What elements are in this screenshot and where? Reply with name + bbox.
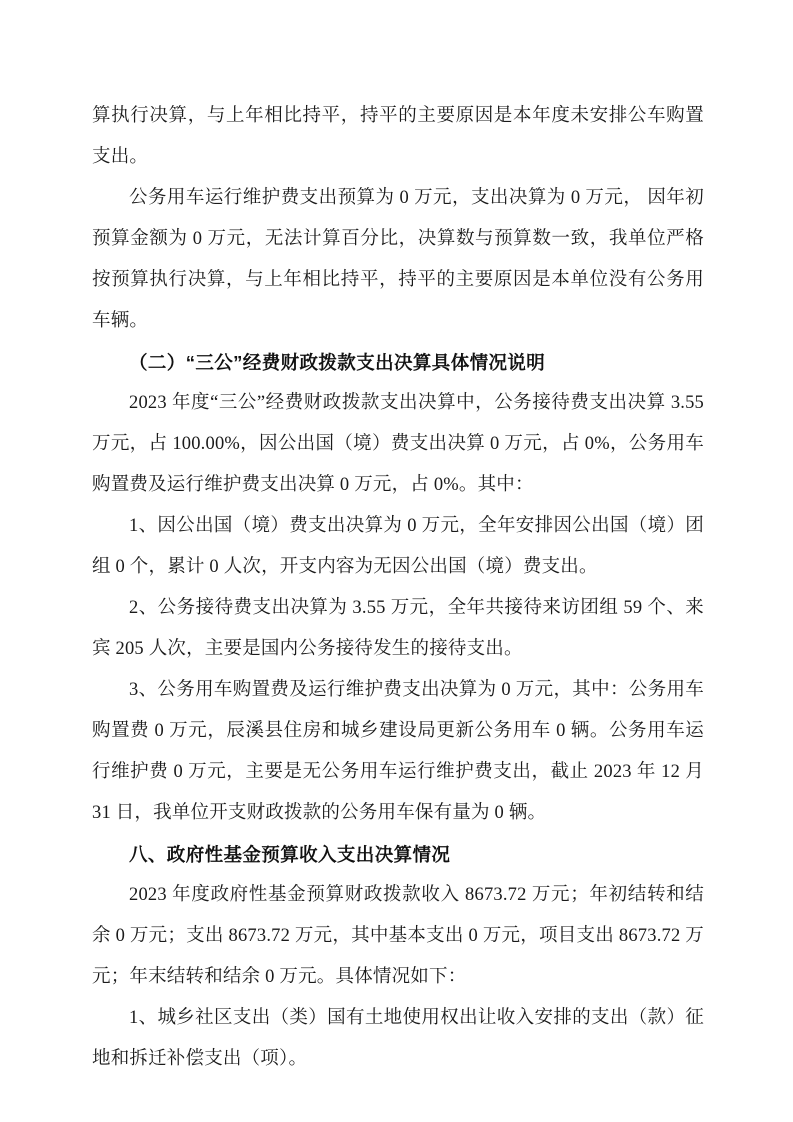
page-body xyxy=(92,96,704,1080)
paragraph-continuation: 算执行决算，与上年相比持平，持平的主要原因是本年度未安排公车购置支出。 xyxy=(92,106,704,167)
section-heading-two: （二）“三公”经费财政拨款支出决算具体情况说明 xyxy=(129,352,546,373)
paragraph-item-1-overseas: 1、因公出国（境）费支出决算为 0 万元，全年安排因公出国（境）团组 0 个，累计 0 人次，开支内容为无因公出国（境）费支出。 xyxy=(92,516,704,577)
paragraph-three-public-summary: 2023 年度“三公”经费财政拨款支出决算中，公务接待费支出决算 3.55 万元，占 100.00%，因公出国（境）费支出决算 0 万元，占 0%，公务用车购置费及运行维护费支出决算 0 万元，占 0%。其中： xyxy=(92,393,704,495)
paragraph-vehicle-maintenance: 公务用车运行维护费支出预算为 0 万元，支出决算为 0 万元， 因年初预算金额为 0 万元，无法计算百分比，决算数与预算数一致，我单位严格按预算执行决算，与上年相比持平，持平的主要原因是本单位没有公务用车辆。 xyxy=(92,188,704,331)
paragraph-item-2-reception: 2、公务接待费支出决算为 3.55 万元，全年共接待来访团组 59 个、来宾 205 人次，主要是国内公务接待发生的接待支出。 xyxy=(92,598,704,659)
paragraph-item-3-vehicles: 3、公务用车购置费及运行维护费支出决算为 0 万元，其中：公务用车购置费 0 万元，辰溪县住房和城乡建设局更新公务用车 0 辆。公务用车运行维护费 0 万元，主要是无公务用车运行维护费支出，截止 2023 年 12 月 31 日，我单位开支财政拨款的公务用车保有量为 0 辆。 xyxy=(92,680,704,823)
paragraph-item-1-urban-community: 1、城乡社区支出（类）国有土地使用权出让收入安排的支出（款）征地和拆迁补偿支出（项）。 xyxy=(92,1008,704,1069)
section-heading-eight: 八、政府性基金预算收入支出决算情况 xyxy=(129,844,451,865)
paragraph-government-fund-budget: 2023 年度政府性基金预算财政拨款收入 8673.72 万元；年初结转和结余 0 万元；支出 8673.72 万元，其中基本支出 0 万元，项目支出 8673.72 万元；年末结转和结余 0 万元。具体情况如下： xyxy=(92,885,704,987)
